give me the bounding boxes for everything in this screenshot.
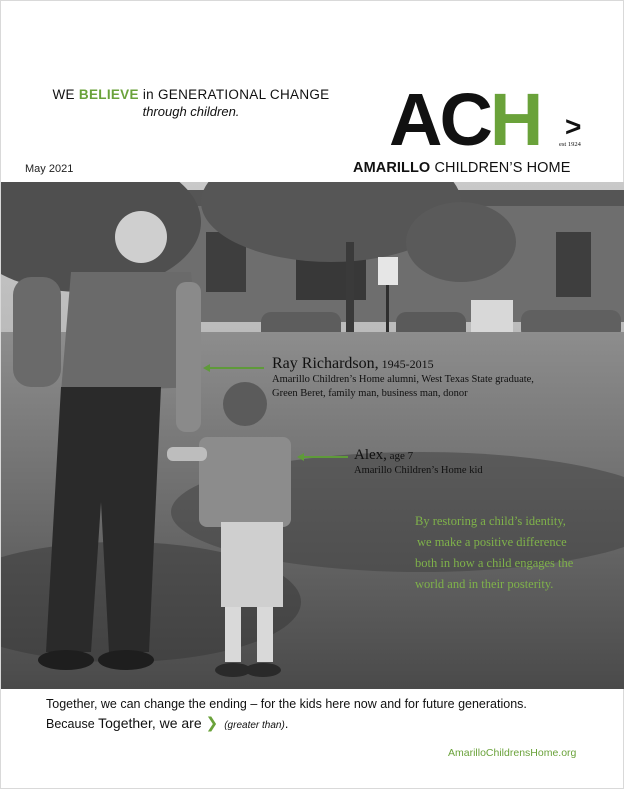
issue-date: May 2021	[25, 163, 74, 175]
caption-alex-name: Alex,	[354, 447, 387, 463]
quote-line: we make a positive difference	[417, 535, 567, 549]
tagline-accent: BELIEVE	[78, 87, 139, 102]
caption-ray	[272, 355, 534, 401]
footer-period: .	[284, 717, 289, 731]
cover-photo	[1, 182, 624, 689]
tagline-pre: WE	[52, 87, 79, 102]
tagline-line2: through children.	[142, 104, 240, 119]
org-name-rest: CHILDREN’S HOME	[430, 160, 571, 176]
arrow-left-icon	[209, 367, 264, 369]
greater-than-chevron-icon: ❯	[205, 715, 219, 732]
footer-greater-than: (greater than)	[224, 720, 285, 731]
logo-letters	[389, 78, 541, 161]
quote-line: By restoring a child’s identity,	[415, 514, 566, 528]
logo-chevron-icon: >	[565, 111, 582, 142]
org-name-bold: AMARILLO	[353, 160, 431, 176]
website-link[interactable]: AmarilloChildrensHome.org	[448, 747, 577, 759]
caption-ray-line1: Amarillo Children’s Home alumni, West Texas State graduate,	[272, 374, 534, 385]
caption-ray-name: Ray Richardson,	[272, 355, 379, 372]
logo-est: est 1924	[559, 141, 581, 148]
ach-logo	[389, 78, 599, 161]
tagline	[41, 87, 341, 119]
footer-statement: Together, we can change the ending – for the kids here now and for future generations.	[46, 697, 527, 711]
caption-alex-line1: Amarillo Children’s Home kid	[354, 465, 483, 476]
photo-illustration	[1, 182, 624, 689]
footer-because: Because	[46, 717, 99, 731]
caption-ray-line2: Green Beret, family man, business man, donor	[272, 388, 468, 399]
footer-together: Together, we are	[98, 715, 202, 731]
caption-alex	[354, 447, 483, 478]
logo-letter-h: H	[489, 78, 541, 161]
quote-line: world and in their posterity.	[415, 577, 554, 591]
footer-slogan	[46, 714, 288, 732]
arrow-left-icon	[303, 456, 348, 458]
mission-quote	[415, 511, 615, 595]
logo-letters-ac: AC	[389, 78, 490, 161]
tagline-post: in GENERATIONAL CHANGE	[138, 87, 330, 102]
caption-alex-age: age 7	[386, 450, 414, 462]
caption-ray-years: 1945-2015	[378, 357, 434, 371]
org-name	[353, 160, 571, 176]
quote-line: both in how a child engages the	[415, 556, 574, 570]
